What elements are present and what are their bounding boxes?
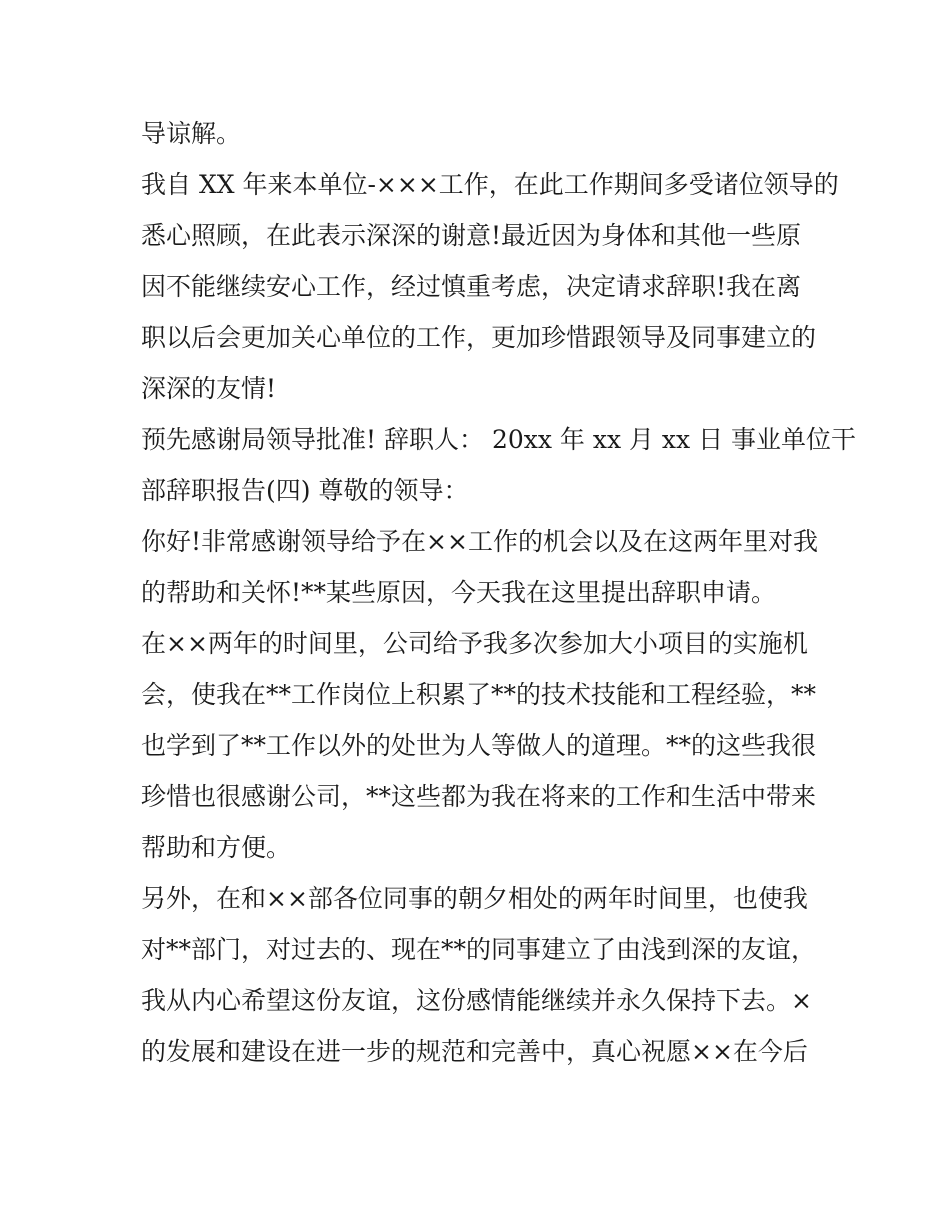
text-line: 你好!非常感谢领导给予在××工作的机会以及在这两年里对我 [141,527,818,556]
text-line: 的发展和建设在进一步的规范和完善中，真心祝愿××在今后 [141,1037,808,1066]
text-line: 也学到了**工作以外的处世为人等做人的道理。**的这些我很 [141,731,817,760]
text-line: 会，使我在**工作岗位上积累了**的技术技能和工程经验，** [141,680,817,709]
text-line: 帮助和方便。 [141,833,292,862]
text-line: 导谅解。 [141,119,242,148]
text-line: 深深的友情! [141,374,277,403]
text-line: 我从内心希望这份友谊，这份感情能继续并永久保持下去。× [141,986,812,1015]
text-line: 的帮助和关怀!**某些原因，今天我在这里提出辞职申请。 [141,578,777,607]
text-line: 预先感谢局领导批准! 辞职人： 20xx 年 xx 月 xx 日 事业单位干 [141,425,857,454]
document-body [141,108,857,1077]
text-line: 悉心照顾，在此表示深深的谢意!最近因为身体和其他一些原 [141,221,802,250]
text-line: 在××两年的时间里，公司给予我多次参加大小项目的实施机 [141,629,808,658]
text-line: 我自 XX 年来本单位-×××工作，在此工作期间多受诸位领导的 [141,170,839,199]
text-line: 部辞职报告(四) 尊敬的领导： [141,476,469,505]
text-line: 另外，在和××部各位同事的朝夕相处的两年时间里，也使我 [141,884,808,913]
text-line: 职以后会更加关心单位的工作，更加珍惜跟领导及同事建立的 [141,323,817,352]
text-line: 珍惜也很感谢公司，**这些都为我在将来的工作和生活中带来 [141,782,817,811]
text-line: 因不能继续安心工作，经过慎重考虑，决定请求辞职!我在离 [141,272,802,301]
text-line: 对**部门，对过去的、现在**的同事建立了由浅到深的友谊， [141,935,817,964]
